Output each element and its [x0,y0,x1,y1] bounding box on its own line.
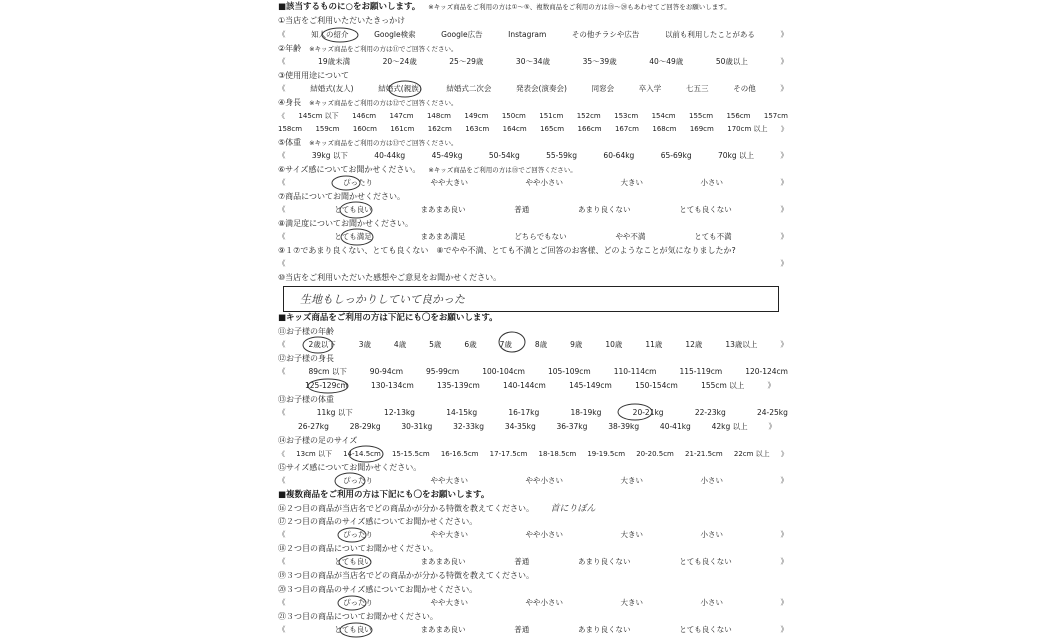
q10-label: ⑩当店をご利用いただいた感想やご意見をお聞かせください。 [278,273,502,282]
option[interactable]: 164cm [502,125,527,133]
q13-label: ⑬お子様の体重 [278,395,334,404]
option[interactable]: 145-149cm [569,381,612,390]
option[interactable]: まあまあ良い [420,557,466,566]
option[interactable]: 結婚式(友人) [310,84,354,93]
option[interactable]: 4歳 [393,340,407,349]
option[interactable]: 》 [767,381,775,390]
option[interactable]: 同窓会 [591,84,615,93]
option[interactable]: 16-17kg [508,408,540,417]
option[interactable]: あまり良くない [578,557,631,566]
option[interactable]: 以前も利用したことがある [664,30,755,39]
q9-close-bracket: 》 [780,259,788,268]
section3-heading: ■複数商品をご利用の方は下記にも〇をお願いします。 [278,490,490,500]
q15-label: ⑮サイズ感についてお聞かせください。 [278,463,422,472]
option[interactable]: 18-18.5cm [538,450,577,458]
q4-label: ④身長 [278,98,302,107]
option[interactable]: 《 [278,598,286,607]
answer-circle [338,596,366,610]
option[interactable]: 《 [278,408,286,417]
option[interactable]: 9歳 [570,340,583,349]
option[interactable]: Google検索 [374,30,416,39]
option[interactable]: 155cm [689,112,714,120]
answer-circle [341,229,373,245]
option[interactable]: 163cm [465,125,490,133]
option[interactable]: 170cm 以上 [727,125,768,133]
option[interactable]: 》 [780,57,788,66]
option[interactable]: 7歳 [499,340,512,349]
option[interactable]: 21-21.5cm [685,450,723,458]
option[interactable]: 《 [278,557,286,566]
option[interactable]: やや小さい [525,476,563,485]
q16-label: ⑯２つ目の商品が当店名でどの商品かが分かる特徴を教えてください。 [278,504,534,513]
option[interactable]: 小さい [700,530,723,539]
option[interactable]: 卒入学 [638,84,662,93]
option[interactable]: とても良くない [679,557,732,566]
option[interactable]: 18-19kg [570,408,602,417]
option[interactable]: 147cm [389,112,414,120]
option[interactable]: 32-33kg [453,422,485,431]
option[interactable]: 50歳以上 [715,57,748,66]
answer-circle [340,202,372,218]
option[interactable]: 大きい [620,598,643,607]
option[interactable]: 》 [780,598,788,607]
option[interactable]: 26-27kg [298,422,329,431]
q9-label: ⑨１⑦であまり良くない、とても良くない ⑧でやや不満、とても不満とご回答のお客様、どのようなことが気になりましたか? [278,246,736,255]
option[interactable]: 40-41kg [659,422,691,431]
option[interactable]: 167cm [614,125,639,133]
option[interactable]: 《 [278,112,285,120]
option[interactable]: ぴったり [343,598,373,607]
option[interactable]: 小さい [700,476,723,485]
option[interactable]: とても良くない [679,205,732,214]
q6-label: ⑥サイズ感についてお聞かせください。 [278,165,421,174]
answer-circle [335,473,365,489]
q14-label: ⑭お子様の足のサイズ [278,436,358,445]
option[interactable]: 100-104cm [482,367,525,376]
option[interactable]: やや不満 [615,232,646,241]
option[interactable]: 152cm [576,112,601,120]
q20-label: ⑳３つ目の商品のサイズ感についてお聞かせください。 [278,585,478,594]
option[interactable]: 155cm 以上 [701,381,745,390]
answer-circle [389,81,421,97]
option[interactable]: 160cm [352,125,377,133]
option[interactable]: 161cm [390,125,415,133]
section2-heading: ■キッズ商品をご利用の方は下記にも〇をお願いします。 [278,313,498,323]
option[interactable]: 38-39kg [608,422,640,431]
option[interactable]: 5歳 [429,340,442,349]
option[interactable]: 《 [278,530,286,539]
option[interactable]: 162cm [427,125,452,133]
option[interactable]: 《 [278,151,286,160]
option[interactable]: 》 [780,530,788,539]
option[interactable]: 》 [780,205,788,214]
option[interactable]: 小さい [700,178,723,187]
option[interactable]: 70kg 以上 [717,151,755,160]
q17-label: ⑰２つ目の商品のサイズ感についてお聞かせください。 [278,517,478,526]
option[interactable]: やや小さい [525,178,563,187]
option[interactable]: 》 [780,30,788,39]
option[interactable]: 12-13kg [384,408,415,417]
option[interactable]: 《 [278,367,286,376]
option[interactable]: 2歳以下 [308,340,336,349]
option[interactable]: 157cm [763,112,788,120]
q21-label: ㉑３つ目の商品についてお聞かせください。 [278,612,438,621]
option[interactable]: 《 [278,30,286,39]
option[interactable]: 120-124cm [745,367,788,376]
option[interactable]: 結婚式(親族) [378,84,422,93]
option[interactable]: あまり良くない [578,625,631,634]
option[interactable]: 60-64kg [603,151,635,160]
option[interactable]: 6歳 [464,340,477,349]
q5-note: ※キッズ商品をご利用の方は⑬でご回答ください。 [309,139,458,147]
option[interactable]: 七五三 [686,84,709,93]
option[interactable]: 45-49kg [431,151,463,160]
option[interactable]: 55-59kg [546,151,578,160]
option[interactable]: ぴったり [343,530,373,539]
option[interactable]: 115-119cm [679,367,723,376]
option[interactable]: 普通 [514,557,530,566]
option[interactable]: 30〜34歳 [515,57,551,66]
answer-circle [338,528,366,542]
q16-handwritten-answer: 首にりぼん [550,504,596,514]
option[interactable]: 》 [780,125,788,133]
option[interactable]: 105-109cm [547,367,591,376]
answer-circle [332,176,360,190]
option[interactable]: 13cm 以下 [296,450,332,458]
option[interactable]: とても良くない [679,625,732,634]
option[interactable]: 《 [278,476,286,485]
option[interactable]: 》 [780,178,788,187]
option[interactable]: 》 [780,340,788,349]
option[interactable]: 40-44kg [374,151,406,160]
option[interactable]: とても不満 [694,232,732,241]
option[interactable]: 95-99cm [426,367,460,376]
option[interactable]: 8歳 [534,340,548,349]
option[interactable]: 125-129cm [305,381,348,390]
q3-label: ③使用用途について [278,71,350,80]
option[interactable]: 普通 [514,625,530,634]
option[interactable]: 34-35kg [504,422,536,431]
option[interactable]: Google広告 [441,30,483,39]
option[interactable]: 30-31kg [401,422,433,431]
option[interactable]: ぴったり [343,476,373,485]
option[interactable]: 130-134cm [371,381,414,390]
option[interactable]: とても満足 [334,232,372,241]
section1-heading: ■該当するものに○をお願いします。 [278,2,421,12]
option[interactable]: 17-17.5cm [489,450,528,458]
option[interactable]: とても良い [334,625,372,634]
option[interactable]: 》 [780,625,788,634]
option[interactable]: 普通 [514,205,530,214]
option[interactable]: 40〜49歳 [649,57,684,66]
option[interactable]: 16-16.5cm [440,450,479,458]
option[interactable]: 14-14.5cm [343,450,381,458]
answer-circle [499,332,525,352]
answer-circle [303,337,336,353]
option[interactable]: 156cm [726,112,751,120]
option[interactable]: 150cm [501,112,526,120]
q4-note: ※キッズ商品をご利用の方は⑫でご回答ください。 [309,99,458,107]
option[interactable]: 65-69kg [660,151,692,160]
option[interactable]: 19-19.5cm [587,450,626,458]
option[interactable]: 《 [278,57,286,66]
option[interactable]: 11kg 以下 [316,408,353,417]
option[interactable]: 35〜39歳 [582,57,617,66]
option[interactable]: 》 [780,557,788,566]
option[interactable]: 《 [278,232,286,241]
section1-note: ※キッズ商品をご利用の方は①〜⑤、複数商品をご利用の方は⑮〜⑳もあわせてご回答をお願いします。 [428,3,731,11]
option[interactable]: ぴったり [343,178,373,187]
option[interactable]: 169cm [689,125,714,133]
option[interactable]: 39kg 以下 [311,151,348,160]
option[interactable]: 10歳 [605,340,623,349]
q11-label: ⑪お子様の年齢 [278,327,334,336]
option[interactable]: 42kg 以上 [711,422,748,431]
option[interactable]: 《 [278,450,285,458]
q2-label: ②年齢 [278,44,302,53]
option[interactable]: 15-15.5cm [391,450,430,458]
option[interactable]: 結婚式二次会 [446,84,492,93]
option[interactable]: とても良い [334,557,372,566]
q6-note: ※キッズ商品をご利用の方は⑮でご回答ください。 [428,166,577,174]
option[interactable]: 20-20.5cm [636,450,674,458]
q5-label: ⑤体重 [278,138,302,147]
option[interactable]: やや大きい [430,598,468,607]
option[interactable]: 150-154cm [635,381,678,390]
option[interactable]: 22-23kg [694,408,726,417]
option[interactable]: 《 [278,205,286,214]
q19-label: ⑲３つ目の商品が当店名でどの商品かが分かる特徴を教えてください。 [278,571,534,580]
answer-circle [322,28,358,42]
option[interactable]: 168cm [652,125,677,133]
option[interactable]: 13歳以上 [725,340,758,349]
option[interactable]: 146cm [352,112,377,120]
option[interactable]: 3歳 [358,340,371,349]
answer-circle [339,555,371,569]
option[interactable]: まあまあ良い [420,625,466,634]
q1-label: ①当店をご利用いただいたきっかけ [278,16,406,25]
option[interactable]: やや小さい [525,530,563,539]
option[interactable]: 19歳未満 [318,57,351,66]
option[interactable]: 159cm [315,125,340,133]
option[interactable]: 《 [278,178,286,187]
option[interactable]: 90-94cm [369,367,404,376]
option[interactable]: 50-54kg [488,151,520,160]
option[interactable]: Instagram [508,30,547,39]
option[interactable]: やや小さい [525,598,563,607]
option[interactable]: 24-25kg [756,408,788,417]
option[interactable]: 148cm [426,112,451,120]
option[interactable]: 36-37kg [556,422,588,431]
option[interactable]: 89cm 以下 [308,367,347,376]
option[interactable]: 28-29kg [349,422,381,431]
option[interactable]: 140-144cm [503,381,546,390]
q7-label: ⑦商品についてお聞かせください。 [278,192,406,201]
option[interactable]: 大きい [620,178,643,187]
option[interactable]: あまり良くない [578,205,631,214]
q12-label: ⑫お子様の身長 [278,354,334,363]
option[interactable]: 》 [780,450,788,458]
option[interactable]: 《 [278,340,286,349]
option[interactable]: 11歳 [645,340,663,349]
option[interactable]: 14-15kg [446,408,478,417]
q9-open-bracket: 《 [278,259,286,268]
option[interactable]: 》 [780,151,788,160]
option[interactable]: その他 [733,84,756,93]
option[interactable]: 発表会(演奏会) [516,84,567,93]
option[interactable]: まあまあ満足 [420,232,466,241]
option[interactable]: 153cm [614,112,639,120]
option[interactable]: 大きい [620,530,643,539]
option[interactable]: 《 [278,84,286,93]
option[interactable]: 12歳 [685,340,703,349]
option[interactable]: 110-114cm [613,367,657,376]
option[interactable]: 145cm 以下 [298,112,339,120]
answer-circle [618,404,652,420]
option[interactable]: 》 [768,422,776,431]
option[interactable]: 151cm [539,112,564,120]
q8-label: ⑧満足度についてお聞かせください。 [278,219,414,228]
option[interactable]: 154cm [651,112,676,120]
option[interactable]: 165cm [540,125,565,133]
option[interactable]: 20-21kg [632,408,664,417]
option[interactable]: 小さい [700,598,723,607]
option[interactable]: まあまあ良い [420,205,466,214]
option[interactable]: 135-139cm [437,381,480,390]
option[interactable]: 》 [780,232,788,241]
option[interactable]: 《 [278,625,286,634]
option[interactable]: 知人の紹介 [311,30,349,39]
option[interactable]: どちらでもない [514,232,567,241]
option[interactable]: 20〜24歳 [382,57,417,66]
option[interactable]: 22cm 以上 [733,450,770,458]
option[interactable]: 158cm [278,125,303,133]
option[interactable]: 166cm [577,125,602,133]
answer-circle [349,446,383,462]
q2-note: ※キッズ商品をご利用の方は⑪でご回答ください。 [309,45,458,53]
option[interactable]: 》 [780,476,788,485]
option[interactable]: 》 [780,84,788,93]
option[interactable]: とても良い [334,205,372,214]
option[interactable]: やや大きい [430,178,468,187]
option[interactable]: 25〜29歳 [449,57,484,66]
answer-circle [340,623,372,637]
q18-label: ⑱２つ目の商品についてお聞かせください。 [278,544,438,553]
option[interactable]: 大きい [620,476,643,485]
option[interactable]: 149cm [464,112,489,120]
option[interactable]: やや大きい [430,530,468,539]
q10-handwritten-answer: 生地もしっかりしていて良かった [300,293,465,306]
option[interactable]: やや大きい [430,476,468,485]
answer-circle [308,379,348,393]
option[interactable]: その他チラシや広告 [571,30,640,39]
